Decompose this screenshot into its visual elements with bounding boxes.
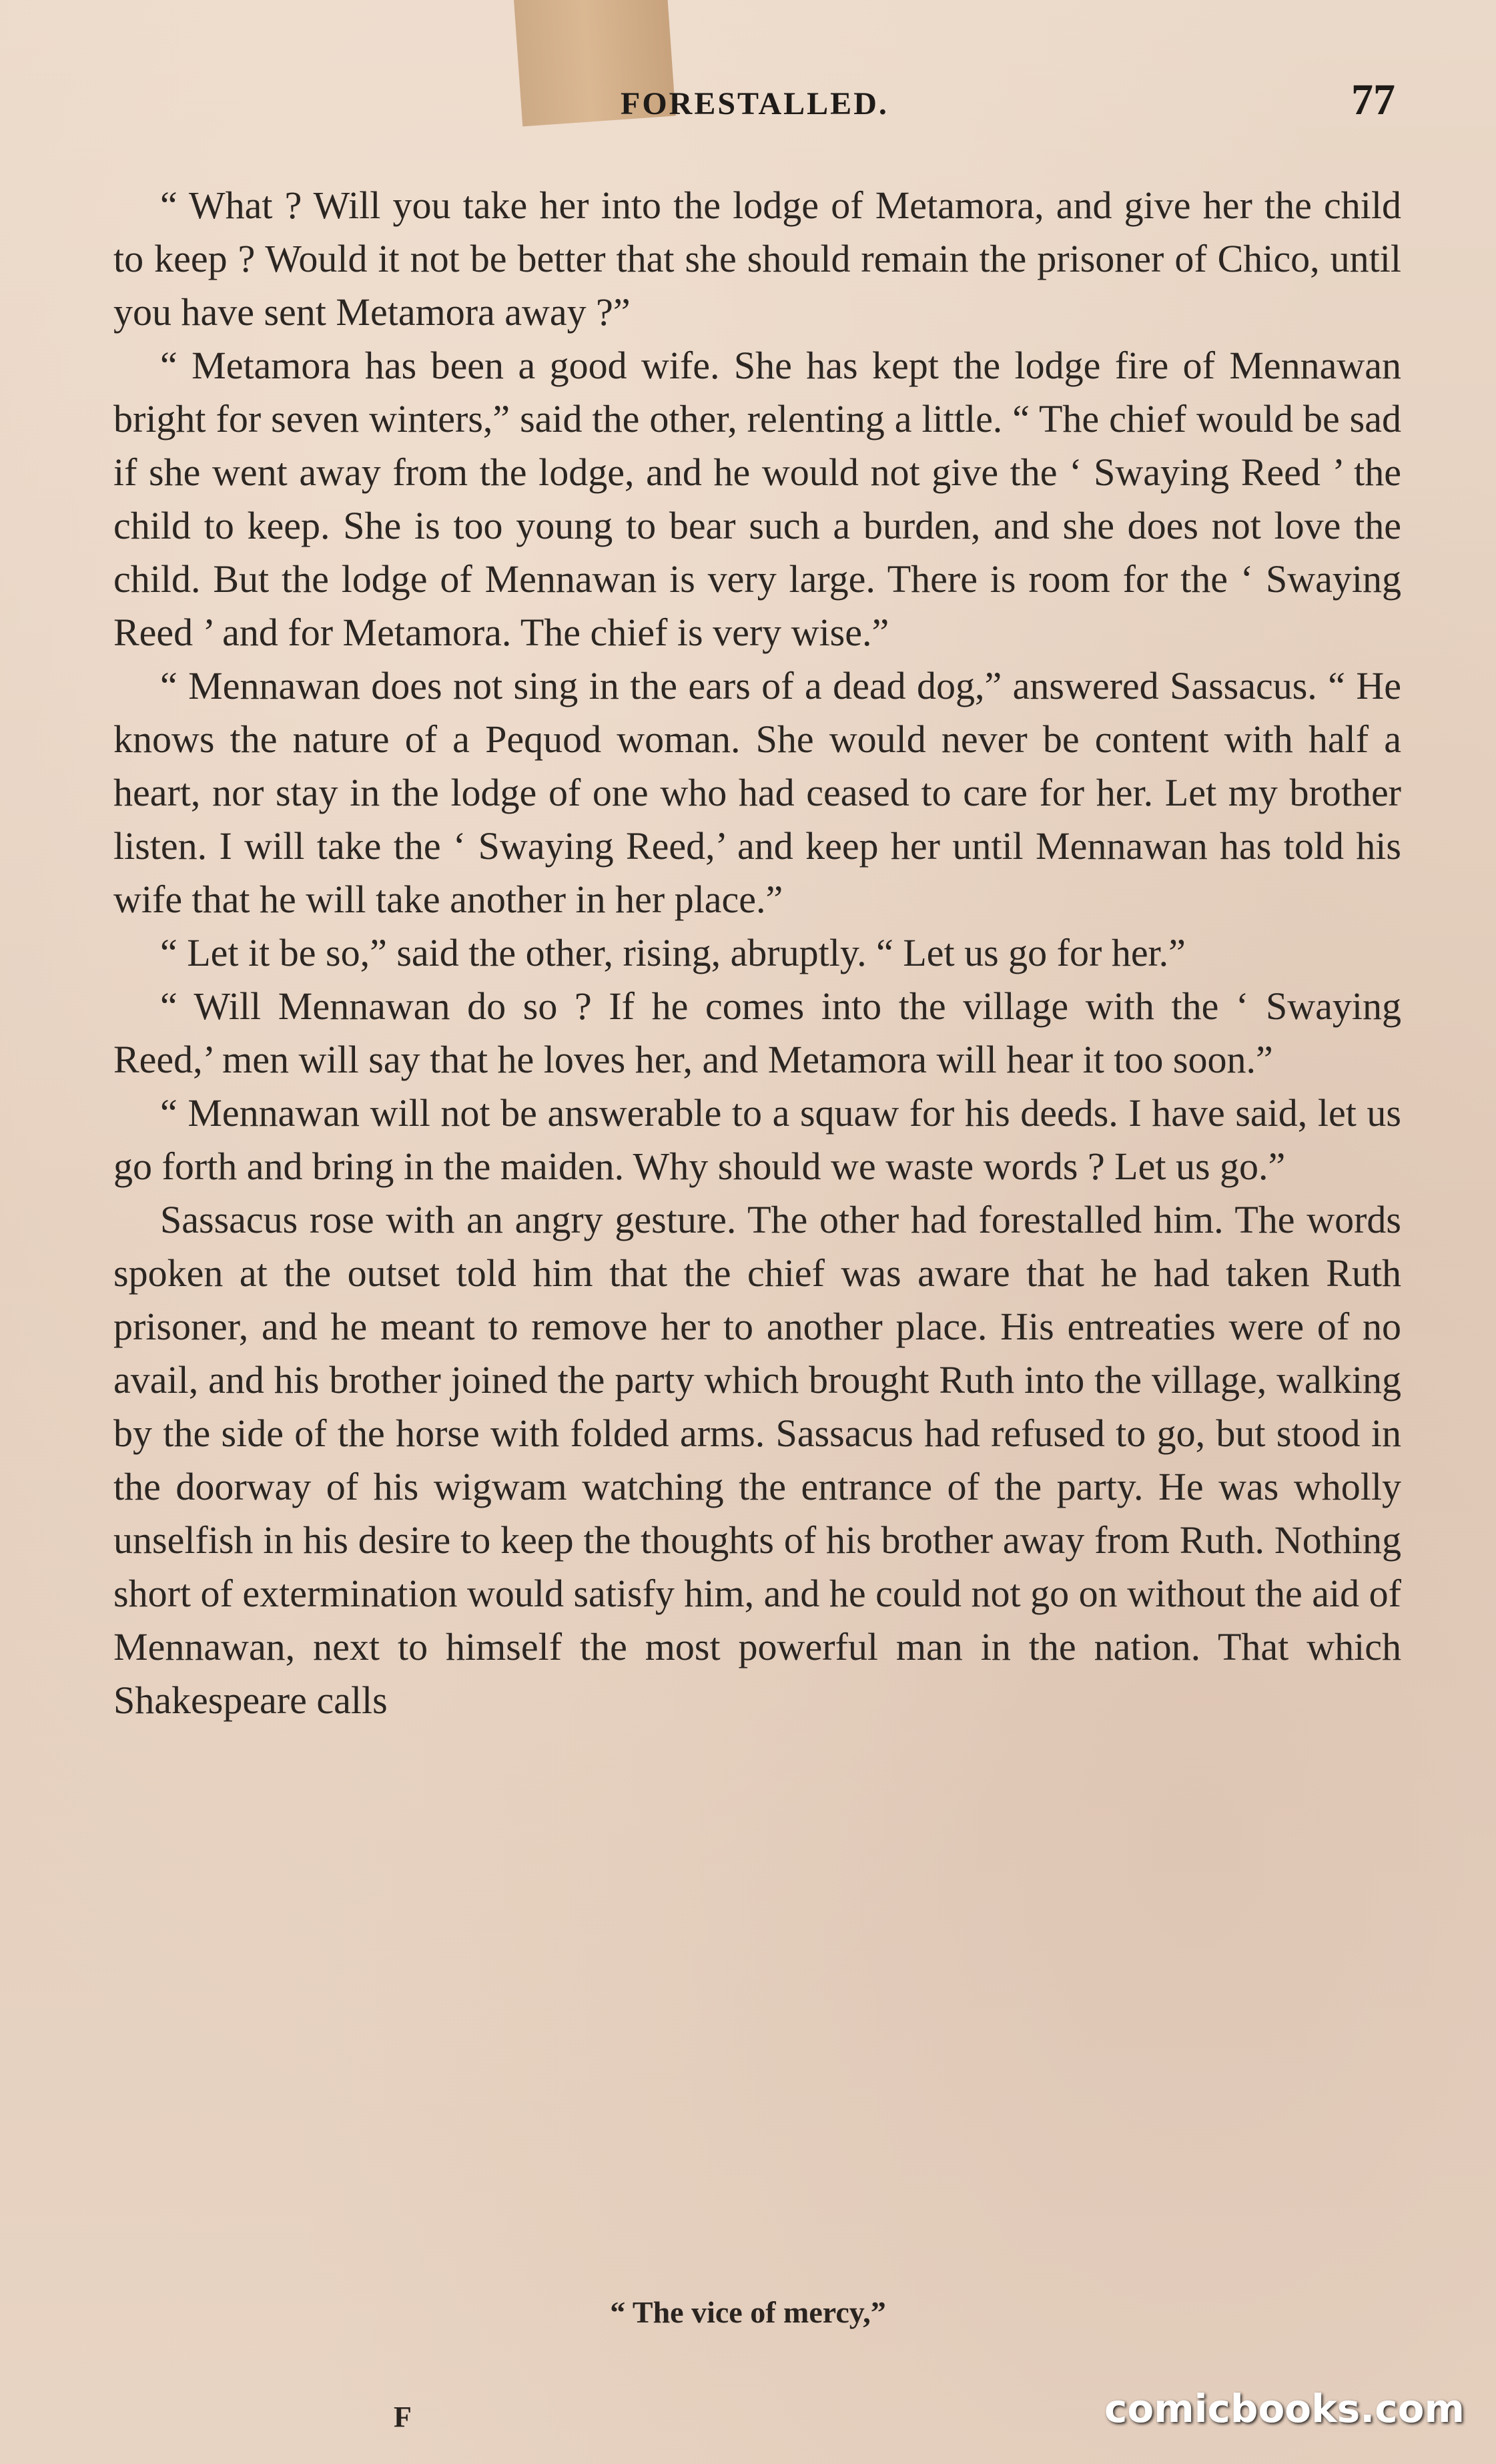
paragraph-6: “ Mennawan will not be answerable to a squaw for his deeds. I have said, let us go forth and bring in the maiden. Why should we waste words ? Let us go.”: [113, 1091, 1401, 1188]
paragraph-7: Sassacus rose with an angry gesture. The other had forestalled him. The words spoken at the outset told him that the chief was aware that he had taken Ruth prisoner, and he meant to remove her to another place. His entreaties were of no avail, and his brother joined the party which brought Ruth into the village, walking by the side of the horse with folded arms. Sassacus had refused to go, but stood in the doorway of his wigwam watching the entrance of the party. He was wholly unselfish in his desire to keep the thoughts of his brother away from Ruth. Nothing short of extermination would satisfy him, and he could not go on without the aid of Mennawan, next to himself the most powerful man in the nation. That which Shakespeare calls: [113, 1198, 1401, 1722]
body-text: [113, 179, 1401, 1727]
running-head: FORESTALLED.: [621, 86, 889, 121]
page-number: 77: [1351, 75, 1395, 124]
paragraph-5: “ Will Mennawan do so ? If he comes into the village with the ‘ Swaying Reed,’ men will say that he loves her, and Metamora will hear it too soon.”: [113, 984, 1401, 1081]
paragraph-1: “ What ? Will you take her into the lodge of Metamora, and give her the child to keep ? Would it not be better that she should remain the prisoner of Chico, until you have sent Metamora away ?”: [113, 184, 1401, 334]
paragraph-2: “ Metamora has been a good wife. She has kept the lodge fire of Mennawan bright for seven winters,” said the other, relenting a little. “ The chief would be sad if she went away from the lodge, and he would not give the ‘ Swaying Reed ’ the child to keep. She is too young to bear such a burden, and she does not love the child. But the lodge of Mennawan is very large. There is room for the ‘ Swaying Reed ’ and for Metamora. The chief is very wise.”: [113, 344, 1401, 654]
epigraph-line: “ The vice of mercy,”: [610, 2295, 886, 2329]
signature-mark: F: [394, 2401, 412, 2433]
paragraph-4: “ Let it be so,” said the other, rising, abruptly. “ Let us go for her.”: [160, 931, 1186, 974]
watermark: comicbooks.com: [1104, 2386, 1465, 2431]
paragraph-3: “ Mennawan does not sing in the ears of a dead dog,” answered Sassacus. “ He knows the nature of a Pequod woman. She would never be content with half a heart, nor stay in the lodge of one who had ceased to care for her. Let my brother listen. I will take the ‘ Swaying Reed,’ and keep her until Mennawan has told his wife that he will take another in her place.”: [113, 664, 1401, 921]
